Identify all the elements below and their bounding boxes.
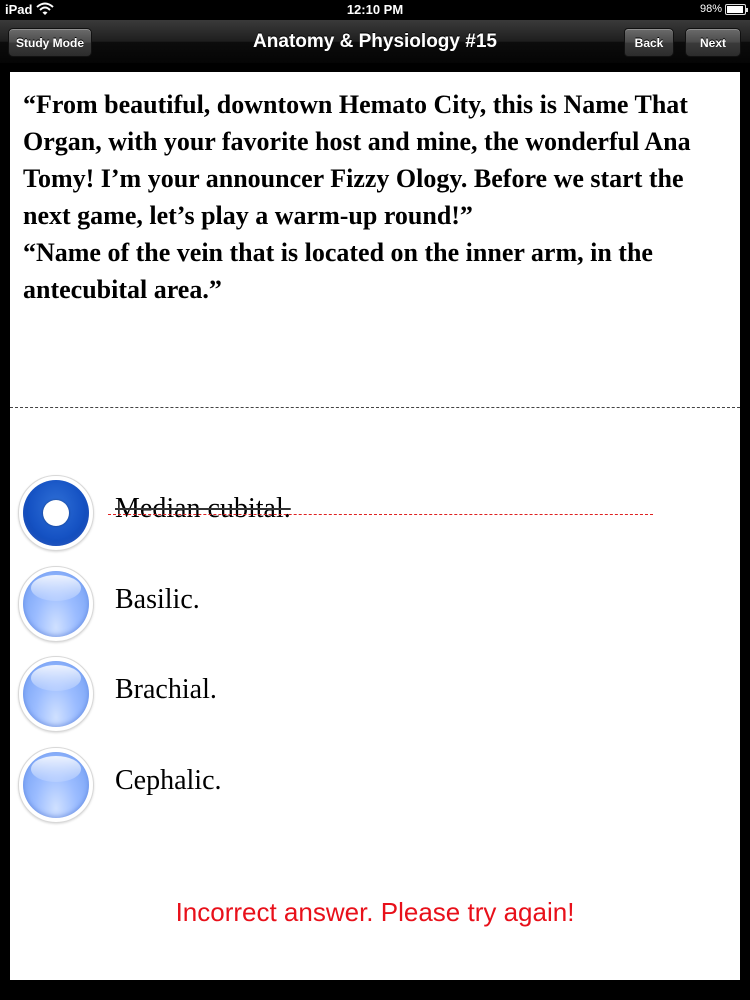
radio-button[interactable] bbox=[18, 656, 94, 732]
option-label: Basilic. bbox=[115, 584, 200, 615]
study-mode-button[interactable]: Study Mode bbox=[8, 28, 92, 57]
clock: 12:10 PM bbox=[346, 2, 404, 17]
question-intro: “From beautiful, downtown Hemato City, this is Name That Organ, with your favorite host and mine, the wonderful Ana Tomy! I’m your announcer Fizzy Ology. Before we start the next game, let’s play a warm-up round!” bbox=[23, 90, 691, 230]
answer-option[interactable] bbox=[18, 566, 718, 642]
option-label: Brachial. bbox=[115, 674, 217, 705]
answer-option[interactable] bbox=[18, 747, 718, 823]
radio-button[interactable] bbox=[18, 747, 94, 823]
page-title: Anatomy & Physiology #15 bbox=[253, 31, 497, 52]
answer-option[interactable] bbox=[18, 656, 718, 732]
option-label: Median cubital. bbox=[115, 493, 291, 524]
option-label: Cephalic. bbox=[115, 765, 222, 796]
feedback-message: Incorrect answer. Please try again! bbox=[175, 897, 575, 927]
strike-through-line bbox=[108, 514, 653, 515]
radio-button[interactable] bbox=[18, 566, 94, 642]
question-text bbox=[23, 86, 733, 308]
status-bar bbox=[0, 0, 750, 20]
battery-icon bbox=[725, 4, 746, 15]
question-panel bbox=[10, 72, 740, 980]
back-button[interactable] bbox=[624, 28, 674, 57]
battery-percent: 98% bbox=[699, 3, 722, 15]
next-button[interactable]: Next bbox=[685, 28, 741, 57]
radio-button-selected[interactable] bbox=[18, 475, 94, 551]
question-prompt: “Name of the vein that is located on the inner arm, in the antecubital area.” bbox=[23, 238, 653, 304]
device-name: iPad bbox=[5, 2, 33, 17]
divider bbox=[10, 407, 740, 408]
answer-option[interactable] bbox=[18, 475, 718, 551]
navigation-bar bbox=[0, 20, 750, 64]
back-button-label: Back bbox=[634, 36, 664, 50]
